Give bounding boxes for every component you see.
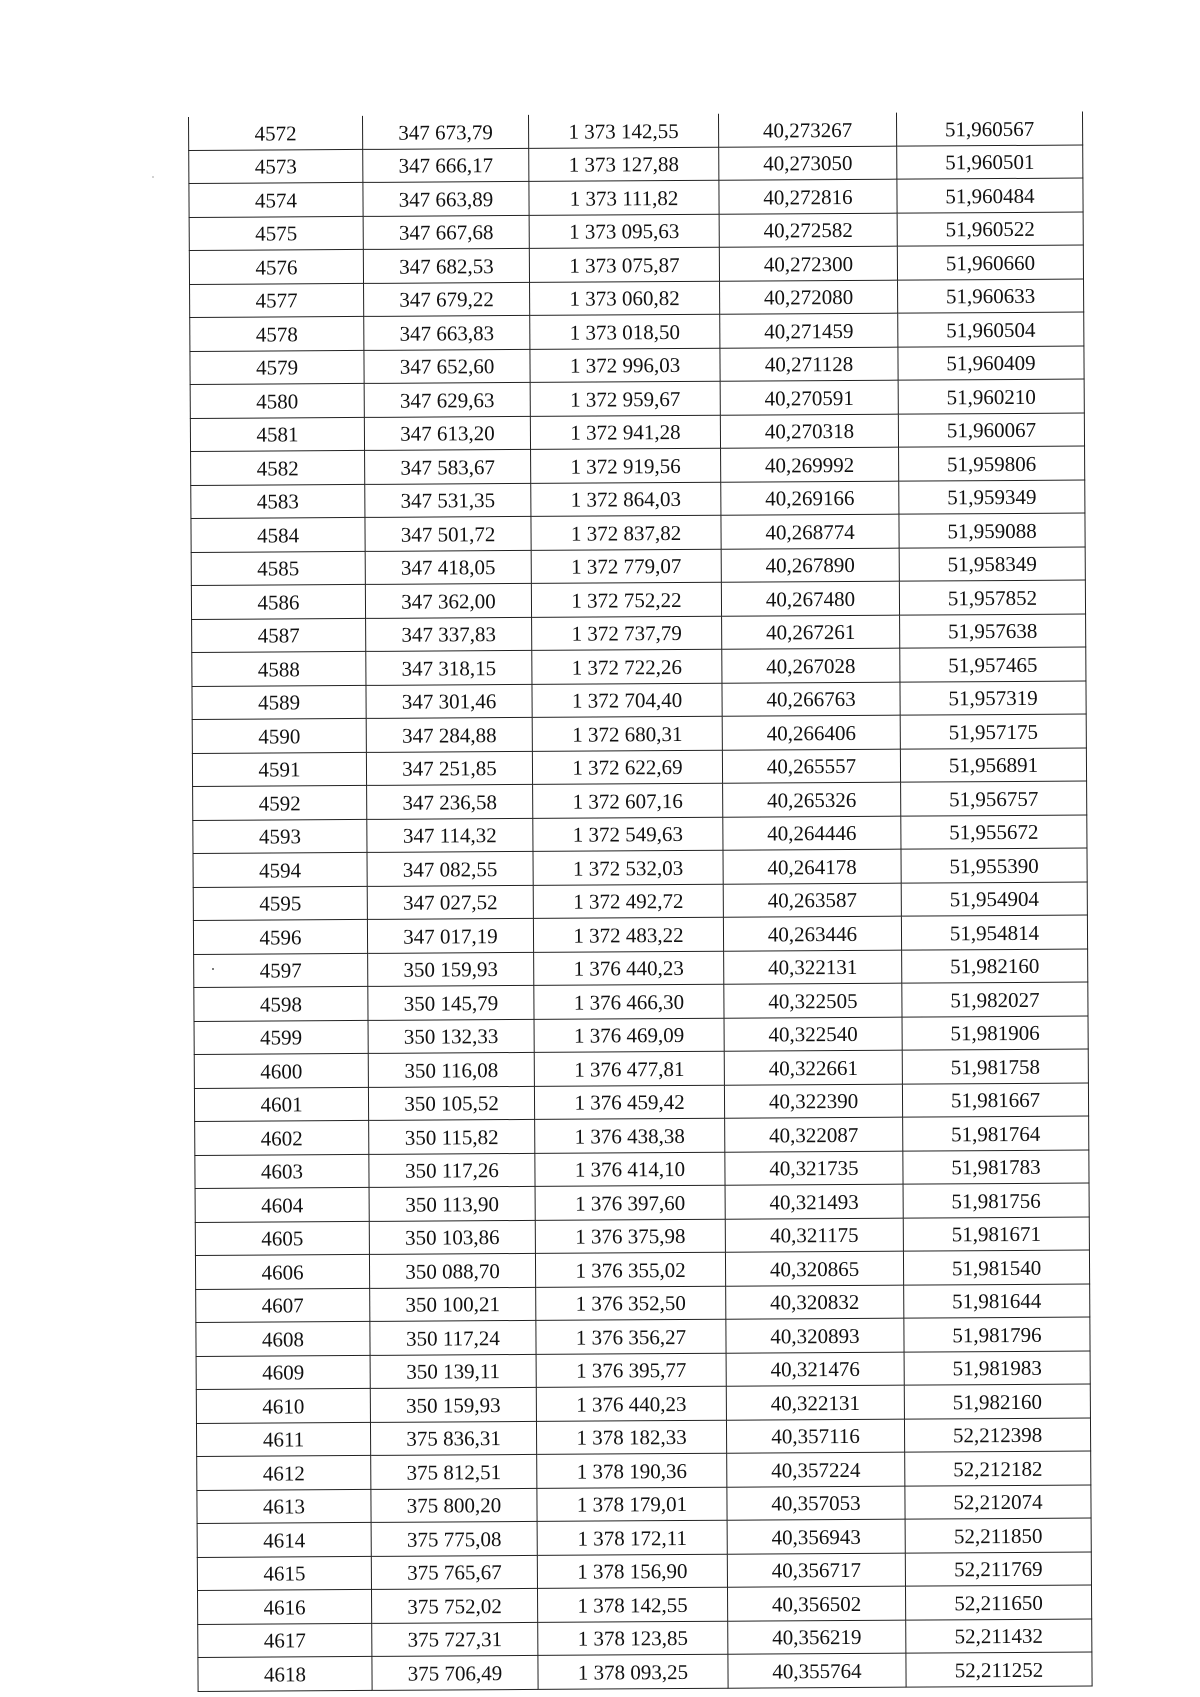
- latitude-cell: 40,270318: [720, 414, 898, 449]
- point-number-cell: 4592: [193, 785, 367, 820]
- longitude-cell: 51,960660: [897, 245, 1083, 280]
- latitude-cell: 40,355764: [728, 1653, 906, 1688]
- latitude-cell: 40,320832: [726, 1285, 904, 1320]
- table-row: [190, 346, 1084, 385]
- longitude-cell: 51,960522: [897, 212, 1083, 247]
- y-coordinate-cell: 1 376 375,98: [535, 1219, 725, 1254]
- y-coordinate-cell: 1 376 459,42: [534, 1085, 724, 1120]
- y-coordinate-cell: 1 376 438,38: [535, 1118, 725, 1153]
- longitude-cell: 51,960501: [897, 145, 1083, 180]
- y-coordinate-cell: 1 372 996,03: [530, 348, 720, 383]
- x-coordinate-cell: 350 117,26: [369, 1153, 535, 1188]
- table-row: [190, 379, 1084, 418]
- x-coordinate-cell: 347 663,83: [364, 315, 530, 350]
- latitude-cell: 40,267890: [721, 548, 899, 583]
- latitude-cell: 40,269992: [721, 447, 899, 482]
- x-coordinate-cell: 347 673,79: [362, 115, 528, 149]
- y-coordinate-cell: 1 376 356,27: [536, 1319, 726, 1354]
- latitude-cell: 40,356943: [727, 1519, 905, 1554]
- y-coordinate-cell: 1 372 483,22: [533, 917, 723, 952]
- longitude-cell: 52,212182: [905, 1451, 1091, 1486]
- coordinates-table: [188, 112, 1093, 1692]
- point-number-cell: 4616: [198, 1589, 372, 1624]
- point-number-cell: 4601: [194, 1087, 368, 1122]
- table-row: [194, 949, 1088, 988]
- table-row: [189, 178, 1083, 217]
- latitude-cell: 40,272080: [720, 280, 898, 315]
- longitude-cell: 51,960067: [898, 413, 1084, 448]
- latitude-cell: 40,356502: [727, 1586, 905, 1621]
- y-coordinate-cell: 1 378 142,55: [537, 1587, 727, 1622]
- longitude-cell: 51,957319: [900, 681, 1086, 716]
- table-row: [189, 212, 1083, 251]
- point-number-cell: 4610: [196, 1388, 370, 1423]
- x-coordinate-cell: 347 114,32: [367, 818, 533, 853]
- y-coordinate-cell: 1 376 469,09: [534, 1018, 724, 1053]
- latitude-cell: 40,321493: [725, 1184, 903, 1219]
- y-coordinate-cell: 1 372 722,26: [532, 649, 722, 684]
- point-number-cell: 4599: [194, 1020, 368, 1055]
- latitude-cell: 40,356717: [727, 1553, 905, 1588]
- x-coordinate-cell: 347 629,63: [364, 382, 530, 417]
- x-coordinate-cell: 350 103,86: [369, 1220, 535, 1255]
- point-number-cell: 4574: [189, 182, 363, 217]
- point-number-cell: 4580: [190, 383, 364, 418]
- point-number-cell: 4593: [193, 819, 367, 854]
- point-number-cell: 4609: [196, 1355, 370, 1390]
- table-row: [189, 245, 1083, 284]
- latitude-cell: 40,273050: [719, 146, 897, 181]
- y-coordinate-cell: 1 372 837,82: [531, 515, 721, 550]
- latitude-cell: 40,267480: [721, 581, 899, 616]
- table-row: [196, 1351, 1090, 1390]
- table-row: [191, 446, 1085, 485]
- point-number-cell: 4612: [197, 1455, 371, 1490]
- y-coordinate-cell: 1 378 093,25: [538, 1654, 728, 1689]
- x-coordinate-cell: 350 132,33: [368, 1019, 534, 1054]
- y-coordinate-cell: 1 372 941,28: [530, 415, 720, 450]
- y-coordinate-cell: 1 372 549,63: [533, 817, 723, 852]
- table-row: [191, 547, 1085, 586]
- longitude-cell: 51,957465: [900, 647, 1086, 682]
- y-coordinate-cell: 1 378 182,33: [536, 1420, 726, 1455]
- x-coordinate-cell: 350 115,82: [369, 1119, 535, 1154]
- longitude-cell: 51,957852: [899, 580, 1085, 615]
- y-coordinate-cell: 1 376 466,30: [534, 984, 724, 1019]
- longitude-cell: 51,958349: [899, 547, 1085, 582]
- table-row: [192, 647, 1086, 686]
- longitude-cell: 51,959806: [899, 446, 1085, 481]
- table-row: [190, 312, 1084, 351]
- longitude-cell: 51,960409: [898, 346, 1084, 381]
- x-coordinate-cell: 350 088,70: [369, 1253, 535, 1288]
- latitude-cell: 40,264446: [723, 816, 901, 851]
- latitude-cell: 40,321735: [725, 1151, 903, 1186]
- latitude-cell: 40,356219: [728, 1620, 906, 1655]
- table-row: [197, 1451, 1091, 1490]
- x-coordinate-cell: 350 116,08: [368, 1052, 534, 1087]
- point-number-cell: 4575: [189, 216, 363, 251]
- x-coordinate-cell: 350 113,90: [369, 1186, 535, 1221]
- latitude-cell: 40,357053: [727, 1486, 905, 1521]
- latitude-cell: 40,322540: [724, 1017, 902, 1052]
- x-coordinate-cell: 350 105,52: [368, 1086, 534, 1121]
- point-number-cell: 4617: [198, 1623, 372, 1658]
- table-row: [191, 513, 1085, 552]
- y-coordinate-cell: 1 376 395,77: [536, 1353, 726, 1388]
- latitude-cell: 40,322505: [724, 983, 902, 1018]
- longitude-cell: 51,957175: [900, 714, 1086, 749]
- coordinates-table-body: [188, 112, 1092, 1691]
- x-coordinate-cell: 375 812,51: [371, 1454, 537, 1489]
- x-coordinate-cell: 375 752,02: [371, 1588, 537, 1623]
- y-coordinate-cell: 1 373 018,50: [530, 314, 720, 349]
- y-coordinate-cell: 1 376 414,10: [535, 1152, 725, 1187]
- point-number-cell: 4572: [188, 116, 362, 150]
- point-number-cell: 4611: [196, 1422, 370, 1457]
- longitude-cell: 51,955390: [901, 848, 1087, 883]
- table-row: [190, 413, 1084, 452]
- x-coordinate-cell: 350 139,11: [370, 1354, 536, 1389]
- point-number-cell: 4614: [197, 1522, 371, 1557]
- x-coordinate-cell: 350 159,93: [368, 952, 534, 987]
- x-coordinate-cell: 347 027,52: [367, 885, 533, 920]
- longitude-cell: 51,955672: [901, 815, 1087, 850]
- table-row: [191, 480, 1085, 519]
- point-number-cell: 4589: [192, 685, 366, 720]
- longitude-cell: 51,956891: [900, 748, 1086, 783]
- point-number-cell: 4588: [192, 651, 366, 686]
- longitude-cell: 52,211252: [906, 1652, 1092, 1687]
- y-coordinate-cell: 1 376 355,02: [535, 1252, 725, 1287]
- latitude-cell: 40,357224: [727, 1452, 905, 1487]
- point-number-cell: 4618: [198, 1656, 372, 1691]
- x-coordinate-cell: 347 652,60: [364, 349, 530, 384]
- table-row: [193, 915, 1087, 954]
- x-coordinate-cell: 347 284,88: [366, 717, 532, 752]
- point-number-cell: 4607: [196, 1288, 370, 1323]
- y-coordinate-cell: 1 372 680,31: [532, 716, 722, 751]
- point-number-cell: 4604: [195, 1187, 369, 1222]
- x-coordinate-cell: 347 251,85: [366, 751, 532, 786]
- point-number-cell: 4587: [192, 618, 366, 653]
- longitude-cell: 51,981983: [904, 1351, 1090, 1386]
- table-row: [193, 882, 1087, 921]
- longitude-cell: 51,981783: [903, 1150, 1089, 1185]
- point-number-cell: 4600: [194, 1053, 368, 1088]
- y-coordinate-cell: 1 372 959,67: [530, 381, 720, 416]
- point-number-cell: 4585: [191, 551, 365, 586]
- table-row: [195, 1116, 1089, 1155]
- longitude-cell: 51,981540: [903, 1250, 1089, 1285]
- x-coordinate-cell: 347 082,55: [367, 851, 533, 886]
- table-row: [192, 714, 1086, 753]
- point-number-cell: 4583: [191, 484, 365, 519]
- y-coordinate-cell: 1 372 532,03: [533, 850, 723, 885]
- table-row: [192, 748, 1086, 787]
- y-coordinate-cell: 1 378 123,85: [538, 1621, 728, 1656]
- latitude-cell: 40,267028: [722, 648, 900, 683]
- x-coordinate-cell: 347 337,83: [366, 617, 532, 652]
- table-row: [192, 681, 1086, 720]
- longitude-cell: 51,981671: [903, 1217, 1089, 1252]
- x-coordinate-cell: 347 318,15: [366, 650, 532, 685]
- point-number-cell: 4608: [196, 1321, 370, 1356]
- point-number-cell: 4603: [195, 1154, 369, 1189]
- table-row: [195, 1183, 1089, 1222]
- table-row: [191, 580, 1085, 619]
- longitude-cell: 51,960484: [897, 178, 1083, 213]
- x-coordinate-cell: 350 159,93: [370, 1387, 536, 1422]
- longitude-cell: 51,960567: [896, 112, 1082, 146]
- table-row: [198, 1652, 1092, 1691]
- point-number-cell: 4595: [193, 886, 367, 921]
- longitude-cell: 51,981758: [902, 1049, 1088, 1084]
- latitude-cell: 40,267261: [722, 615, 900, 650]
- point-number-cell: 4596: [193, 919, 367, 954]
- point-number-cell: 4577: [190, 283, 364, 318]
- table-row: [198, 1585, 1092, 1624]
- latitude-cell: 40,322390: [724, 1084, 902, 1119]
- table-row: [194, 1049, 1088, 1088]
- longitude-cell: 51,954904: [901, 882, 1087, 917]
- table-row: [197, 1552, 1091, 1591]
- longitude-cell: 51,959349: [899, 480, 1085, 515]
- point-number-cell: 4582: [191, 450, 365, 485]
- x-coordinate-cell: 375 727,31: [372, 1622, 538, 1657]
- scan-speck: [152, 176, 154, 178]
- y-coordinate-cell: 1 373 075,87: [529, 247, 719, 282]
- latitude-cell: 40,268774: [721, 514, 899, 549]
- table-row: [196, 1418, 1090, 1457]
- longitude-cell: 51,960210: [898, 379, 1084, 414]
- longitude-cell: 51,982027: [902, 982, 1088, 1017]
- point-number-cell: 4613: [197, 1489, 371, 1524]
- y-coordinate-cell: 1 376 352,50: [536, 1286, 726, 1321]
- point-number-cell: 4584: [191, 517, 365, 552]
- longitude-cell: 51,981796: [904, 1317, 1090, 1352]
- x-coordinate-cell: 347 682,53: [363, 248, 529, 283]
- longitude-cell: 52,211769: [905, 1552, 1091, 1587]
- table-row: [193, 815, 1087, 854]
- latitude-cell: 40,321175: [725, 1218, 903, 1253]
- point-number-cell: 4605: [195, 1221, 369, 1256]
- table-row: [195, 1150, 1089, 1189]
- latitude-cell: 40,263446: [723, 916, 901, 951]
- point-number-cell: 4581: [190, 417, 364, 452]
- y-coordinate-cell: 1 372 752,22: [531, 582, 721, 617]
- table-row: [192, 614, 1086, 653]
- x-coordinate-cell: 347 301,46: [366, 684, 532, 719]
- y-coordinate-cell: 1 373 095,63: [529, 214, 719, 249]
- latitude-cell: 40,322087: [725, 1117, 903, 1152]
- latitude-cell: 40,272300: [719, 246, 897, 281]
- table-row: [197, 1518, 1091, 1557]
- y-coordinate-cell: 1 376 477,81: [534, 1051, 724, 1086]
- y-coordinate-cell: 1 372 737,79: [532, 616, 722, 651]
- point-number-cell: 4598: [194, 986, 368, 1021]
- x-coordinate-cell: 375 836,31: [370, 1421, 536, 1456]
- y-coordinate-cell: 1 376 440,23: [536, 1386, 726, 1421]
- x-coordinate-cell: 350 145,79: [368, 985, 534, 1020]
- table-row: [188, 112, 1082, 150]
- x-coordinate-cell: 347 583,67: [365, 449, 531, 484]
- point-number-cell: 4606: [195, 1254, 369, 1289]
- x-coordinate-cell: 347 017,19: [367, 918, 533, 953]
- table-row: [197, 1485, 1091, 1524]
- y-coordinate-cell: 1 372 779,07: [531, 549, 721, 584]
- y-coordinate-cell: 1 373 111,82: [529, 180, 719, 215]
- longitude-cell: 51,981756: [903, 1183, 1089, 1218]
- latitude-cell: 40,272582: [719, 213, 897, 248]
- longitude-cell: 51,982160: [904, 1384, 1090, 1419]
- table-row: [194, 1016, 1088, 1055]
- table-row: [196, 1317, 1090, 1356]
- latitude-cell: 40,320893: [726, 1318, 904, 1353]
- longitude-cell: 52,211432: [906, 1619, 1092, 1654]
- longitude-cell: 51,956757: [901, 781, 1087, 816]
- latitude-cell: 40,322131: [726, 1385, 904, 1420]
- point-number-cell: 4615: [197, 1556, 371, 1591]
- longitude-cell: 51,981764: [903, 1116, 1089, 1151]
- longitude-cell: 51,957638: [900, 614, 1086, 649]
- point-number-cell: 4590: [192, 718, 366, 753]
- point-number-cell: 4591: [192, 752, 366, 787]
- latitude-cell: 40,357116: [726, 1419, 904, 1454]
- longitude-cell: 51,982160: [902, 949, 1088, 984]
- longitude-cell: 52,212398: [904, 1418, 1090, 1453]
- table-row: [189, 145, 1083, 184]
- x-coordinate-cell: 347 418,05: [365, 550, 531, 585]
- x-coordinate-cell: 350 117,24: [370, 1320, 536, 1355]
- longitude-cell: 51,959088: [899, 513, 1085, 548]
- table-row: [193, 781, 1087, 820]
- point-number-cell: 4602: [195, 1120, 369, 1155]
- latitude-cell: 40,263587: [723, 883, 901, 918]
- x-coordinate-cell: 375 800,20: [371, 1488, 537, 1523]
- y-coordinate-cell: 1 376 397,60: [535, 1185, 725, 1220]
- latitude-cell: 40,322131: [724, 950, 902, 985]
- table-row: [190, 279, 1084, 318]
- latitude-cell: 40,321476: [726, 1352, 904, 1387]
- point-number-cell: 4594: [193, 852, 367, 887]
- latitude-cell: 40,270591: [720, 380, 898, 415]
- longitude-cell: 52,211850: [905, 1518, 1091, 1553]
- longitude-cell: 51,981667: [902, 1083, 1088, 1118]
- point-number-cell: 4597: [194, 953, 368, 988]
- point-number-cell: 4573: [189, 149, 363, 184]
- y-coordinate-cell: 1 376 440,23: [534, 951, 724, 986]
- x-coordinate-cell: 350 100,21: [370, 1287, 536, 1322]
- longitude-cell: 51,960633: [898, 279, 1084, 314]
- y-coordinate-cell: 1 372 704,40: [532, 683, 722, 718]
- table-row: [193, 848, 1087, 887]
- table-row: [195, 1250, 1089, 1289]
- latitude-cell: 40,266406: [722, 715, 900, 750]
- point-number-cell: 4578: [190, 316, 364, 351]
- y-coordinate-cell: 1 378 172,11: [537, 1520, 727, 1555]
- y-coordinate-cell: 1 373 127,88: [529, 147, 719, 182]
- longitude-cell: 51,981906: [902, 1016, 1088, 1051]
- latitude-cell: 40,265557: [722, 749, 900, 784]
- longitude-cell: 51,981644: [904, 1284, 1090, 1319]
- y-coordinate-cell: 1 372 919,56: [531, 448, 721, 483]
- y-coordinate-cell: 1 372 492,72: [533, 884, 723, 919]
- x-coordinate-cell: 347 666,17: [363, 148, 529, 183]
- table-row: [194, 1083, 1088, 1122]
- x-coordinate-cell: 347 501,72: [365, 516, 531, 551]
- y-coordinate-cell: 1 372 622,69: [532, 750, 722, 785]
- table-row: [195, 1217, 1089, 1256]
- x-coordinate-cell: 375 775,08: [371, 1521, 537, 1556]
- table-row: [198, 1619, 1092, 1658]
- point-number-cell: 4576: [189, 249, 363, 284]
- latitude-cell: 40,322661: [724, 1050, 902, 1085]
- x-coordinate-cell: 347 531,35: [365, 483, 531, 518]
- y-coordinate-cell: 1 373 060,82: [530, 281, 720, 316]
- latitude-cell: 40,265326: [723, 782, 901, 817]
- latitude-cell: 40,271459: [720, 313, 898, 348]
- x-coordinate-cell: 347 663,89: [363, 181, 529, 216]
- latitude-cell: 40,266763: [722, 682, 900, 717]
- longitude-cell: 51,960504: [898, 312, 1084, 347]
- x-coordinate-cell: 347 613,20: [364, 416, 530, 451]
- latitude-cell: 40,264178: [723, 849, 901, 884]
- x-coordinate-cell: 347 236,58: [367, 784, 533, 819]
- x-coordinate-cell: 375 765,67: [371, 1555, 537, 1590]
- latitude-cell: 40,273267: [718, 113, 896, 147]
- longitude-cell: 51,954814: [901, 915, 1087, 950]
- x-coordinate-cell: 347 667,68: [363, 215, 529, 250]
- latitude-cell: 40,271128: [720, 347, 898, 382]
- y-coordinate-cell: 1 378 179,01: [537, 1487, 727, 1522]
- x-coordinate-cell: 375 706,49: [372, 1655, 538, 1690]
- x-coordinate-cell: 347 679,22: [364, 282, 530, 317]
- latitude-cell: 40,320865: [725, 1251, 903, 1286]
- y-coordinate-cell: 1 378 190,36: [537, 1453, 727, 1488]
- y-coordinate-cell: 1 372 607,16: [533, 783, 723, 818]
- y-coordinate-cell: 1 378 156,90: [537, 1554, 727, 1589]
- longitude-cell: 52,212074: [905, 1485, 1091, 1520]
- y-coordinate-cell: 1 372 864,03: [531, 482, 721, 517]
- y-coordinate-cell: 1 373 142,55: [528, 114, 718, 148]
- latitude-cell: 40,269166: [721, 481, 899, 516]
- table-row: [194, 982, 1088, 1021]
- latitude-cell: 40,272816: [719, 179, 897, 214]
- x-coordinate-cell: 347 362,00: [365, 583, 531, 618]
- point-number-cell: 4586: [191, 584, 365, 619]
- table-row: [196, 1284, 1090, 1323]
- point-number-cell: 4579: [190, 350, 364, 385]
- table-row: [196, 1384, 1090, 1423]
- longitude-cell: 52,211650: [905, 1585, 1091, 1620]
- scan-speck: [212, 968, 214, 970]
